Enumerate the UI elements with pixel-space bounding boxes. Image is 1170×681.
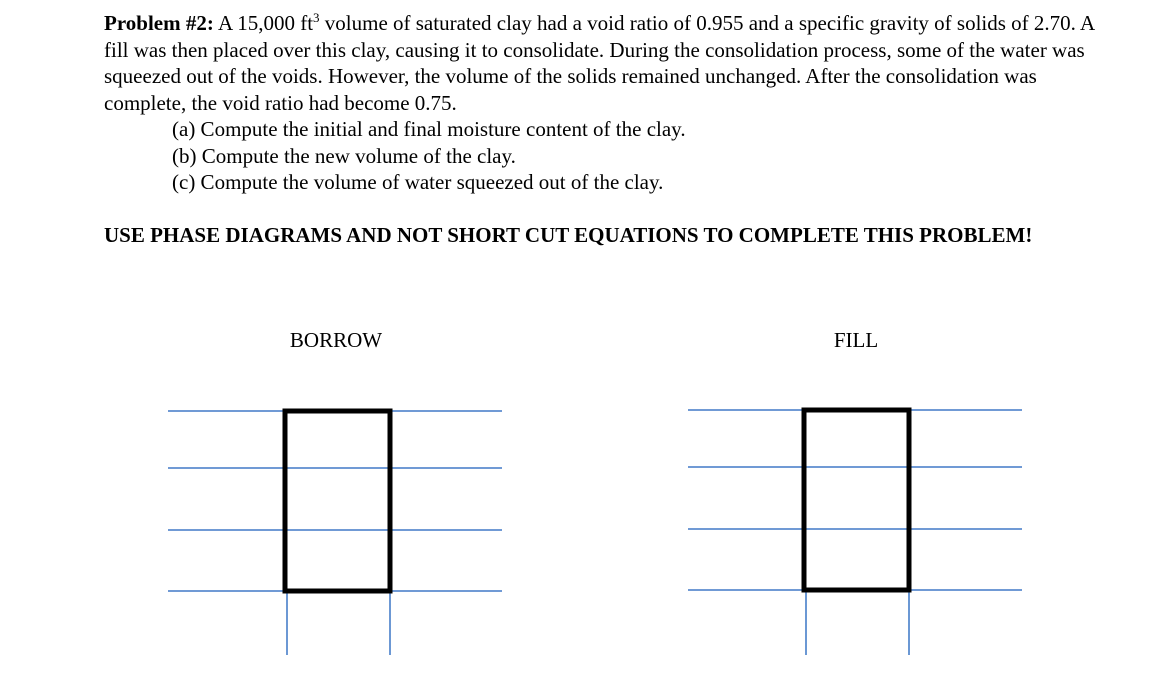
problem-text-start: A 15,000 ft [217,11,314,35]
fill-label: FILL [833,328,879,352]
fill-phase-diagram [688,410,1022,655]
borrow-label: BORROW [289,328,383,352]
instruction-text: USE PHASE DIAGRAMS AND NOT SHORT CUT EQUATIONS TO COMPLETE THIS PROBLEM! [104,223,1033,247]
problem-text-rest: volume of saturated clay had a void ratio of 0.955 and a specific gravity of solids of 2.70. A fill was then placed over this clay, causing it to consolidate. During the consolidation process, some of the water was squeezed out of the voids. However, the volume of the solids remained unchanged. After the consolidation was complete, the void ratio had become 0.75. [104,11,1095,115]
problem-part-b: (b) Compute the new volume of the clay. [172,143,516,168]
borrow-phase-diagram [168,411,502,655]
cubic-superscript: 3 [313,10,320,25]
problem-part-a: (a) Compute the initial and final moisture content of the clay. [172,117,686,141]
problem-heading: Problem #2: [104,11,214,35]
fill-phase-box [804,410,909,590]
problem-part-c: (c) Compute the volume of water squeezed out of the clay. [172,170,664,194]
borrow-phase-box [285,411,390,591]
